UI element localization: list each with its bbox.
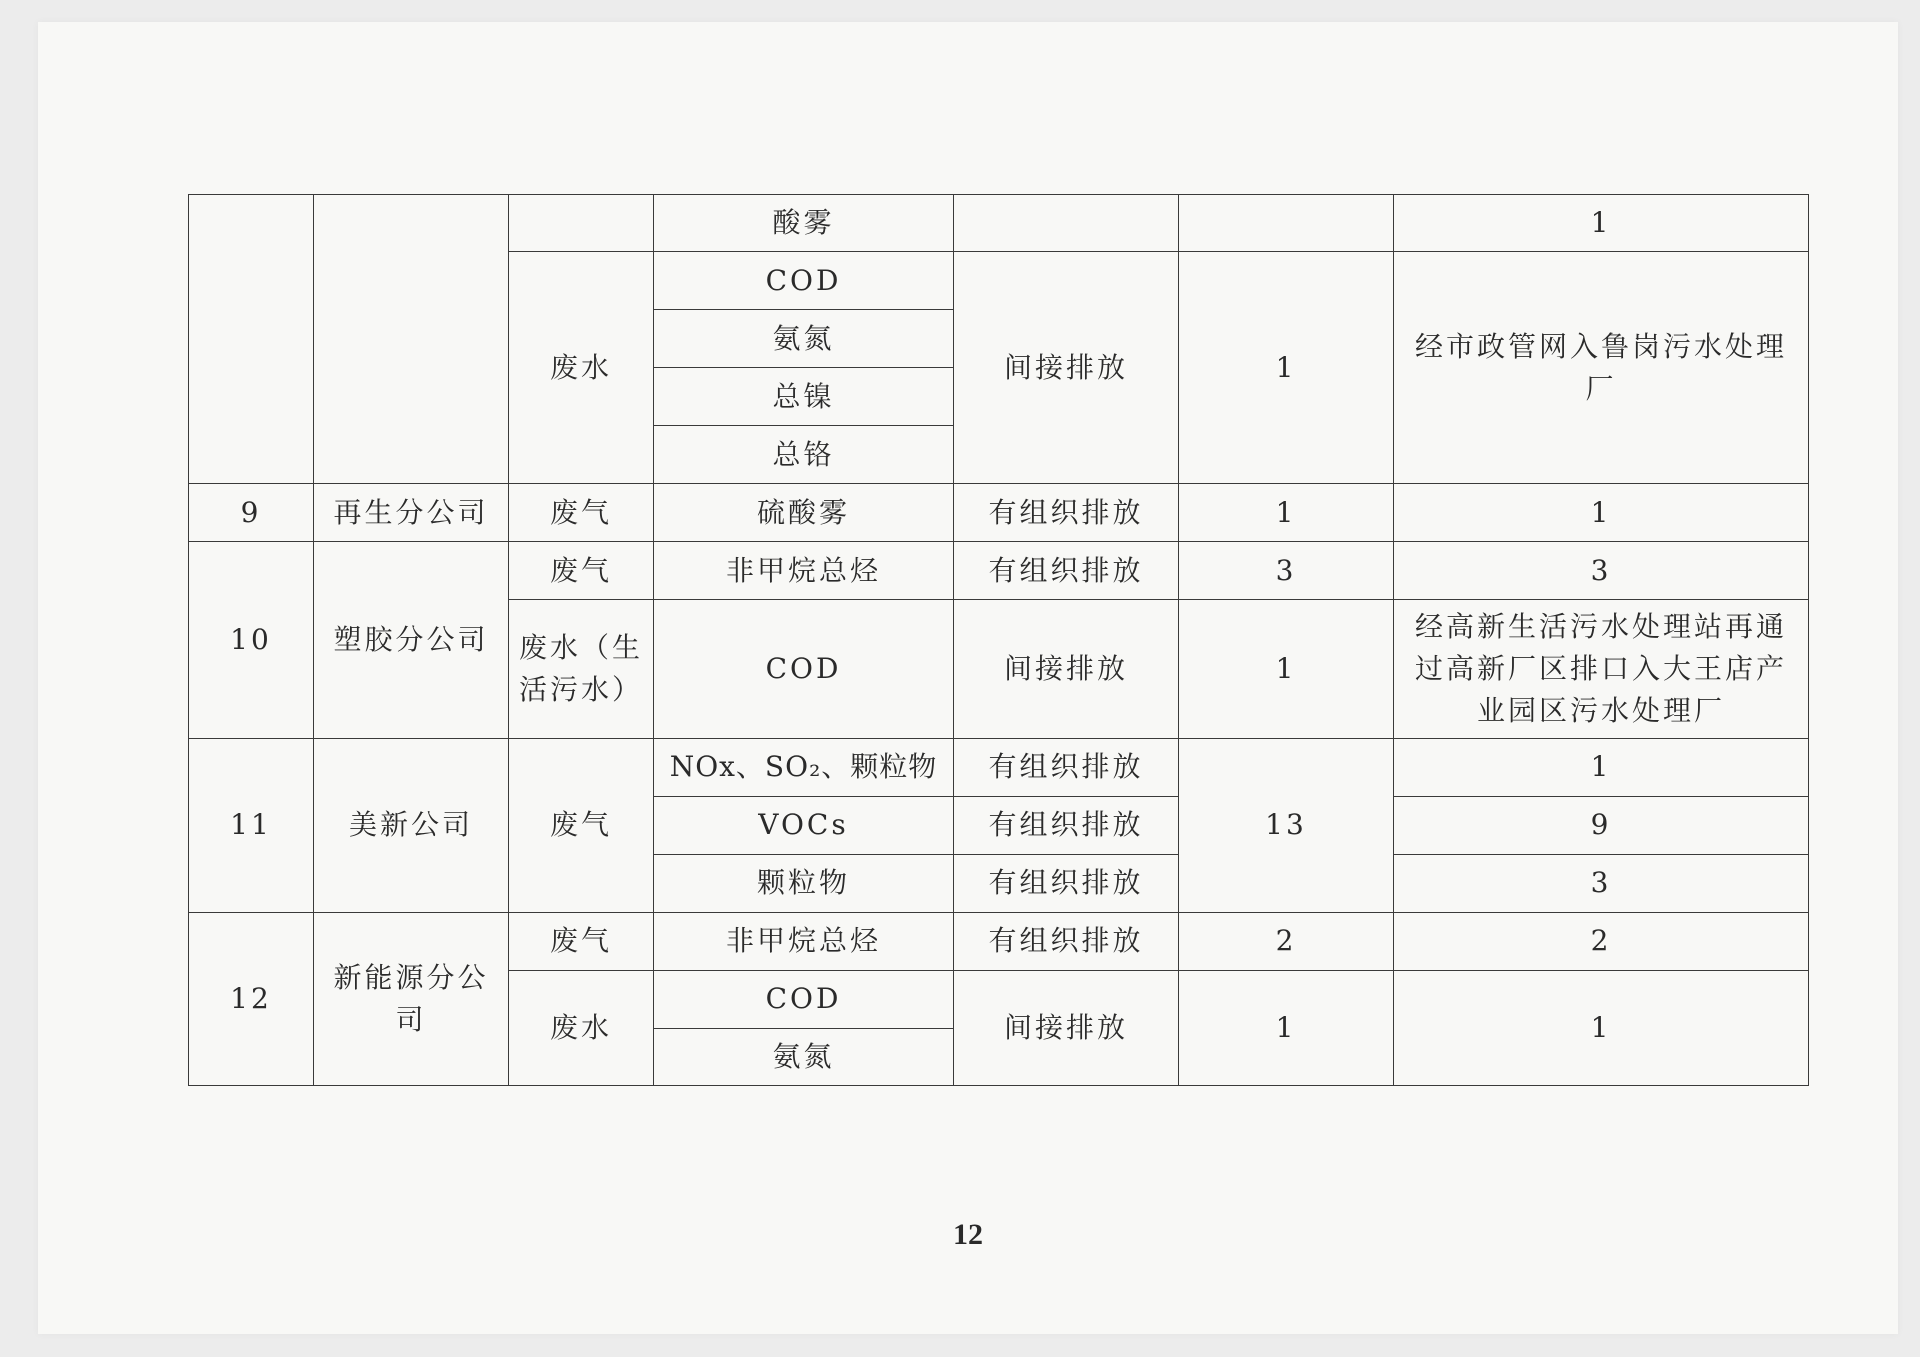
- count-cell: 1: [1394, 738, 1809, 796]
- table-row: [189, 195, 1809, 252]
- method-cell: 间接排放: [954, 600, 1179, 738]
- method-cell: 间接排放: [954, 252, 1179, 484]
- no-cell: 10: [189, 542, 314, 738]
- no-cell: 11: [189, 738, 314, 912]
- destination-cell: 经高新生活污水处理站再通过高新厂区排口入大王店产业园区污水处理厂: [1394, 600, 1809, 738]
- pollutant-cell: 总镍: [654, 368, 954, 426]
- company-cell: 美新公司: [314, 738, 509, 912]
- count-cell: 1: [1394, 195, 1809, 252]
- outlets-cell: 1: [1179, 600, 1394, 738]
- table-row: [189, 738, 1809, 796]
- company-cell: 再生分公司: [314, 484, 509, 542]
- company-cell: 新能源分公司: [314, 912, 509, 1085]
- type-cell: 废水: [509, 970, 654, 1085]
- method-cell: 有组织排放: [954, 484, 1179, 542]
- type-cell: [509, 195, 654, 252]
- method-cell: [954, 195, 1179, 252]
- type-cell: 废气: [509, 912, 654, 970]
- count-cell: 3: [1394, 542, 1809, 600]
- outlets-cell: 13: [1179, 738, 1394, 912]
- type-cell: 废气: [509, 484, 654, 542]
- count-cell: 2: [1394, 912, 1809, 970]
- table-row: [189, 484, 1809, 542]
- type-cell: 废气: [509, 738, 654, 912]
- pollutant-cell: 颗粒物: [654, 854, 954, 912]
- pollutant-cell: COD: [654, 600, 954, 738]
- company-cell: [314, 195, 509, 484]
- outlets-cell: [1179, 195, 1394, 252]
- method-cell: 有组织排放: [954, 912, 1179, 970]
- emissions-table: [188, 194, 1809, 1086]
- method-cell: 间接排放: [954, 970, 1179, 1085]
- method-cell: 有组织排放: [954, 796, 1179, 854]
- method-cell: 有组织排放: [954, 542, 1179, 600]
- no-cell: 12: [189, 912, 314, 1085]
- pollutant-cell: 氨氮: [654, 1028, 954, 1085]
- outlets-cell: 2: [1179, 912, 1394, 970]
- pollutant-cell: 硫酸雾: [654, 484, 954, 542]
- pollutant-cell: COD: [654, 970, 954, 1028]
- pollutant-cell: 酸雾: [654, 195, 954, 252]
- type-cell: 废水: [509, 252, 654, 484]
- document-page: [38, 22, 1898, 1334]
- pollutant-cell: 非甲烷总烃: [654, 542, 954, 600]
- count-cell: 1: [1394, 484, 1809, 542]
- pollutant-cell: VOCs: [654, 796, 954, 854]
- pollutant-cell: COD: [654, 252, 954, 310]
- pollutant-cell: 非甲烷总烃: [654, 912, 954, 970]
- pollutant-cell: 氨氮: [654, 310, 954, 368]
- outlets-cell: 3: [1179, 542, 1394, 600]
- count-cell: 1: [1394, 970, 1809, 1085]
- method-cell: 有组织排放: [954, 854, 1179, 912]
- count-cell: 3: [1394, 854, 1809, 912]
- pollutant-cell: NOx、SO₂、颗粒物: [654, 738, 954, 796]
- no-cell: 9: [189, 484, 314, 542]
- pollutant-cell: 总铬: [654, 426, 954, 484]
- count-cell: 9: [1394, 796, 1809, 854]
- method-cell: 有组织排放: [954, 738, 1179, 796]
- outlets-cell: 1: [1179, 484, 1394, 542]
- type-cell: 废水（生活污水）: [509, 600, 654, 738]
- no-cell: [189, 195, 314, 484]
- outlets-cell: 1: [1179, 252, 1394, 484]
- type-cell: 废气: [509, 542, 654, 600]
- table-row: [189, 912, 1809, 970]
- company-cell: 塑胶分公司: [314, 542, 509, 738]
- destination-cell: 经市政管网入鲁岗污水处理厂: [1394, 252, 1809, 484]
- table-row: [189, 542, 1809, 600]
- page-number: 12: [953, 1218, 983, 1251]
- outlets-cell: 1: [1179, 970, 1394, 1085]
